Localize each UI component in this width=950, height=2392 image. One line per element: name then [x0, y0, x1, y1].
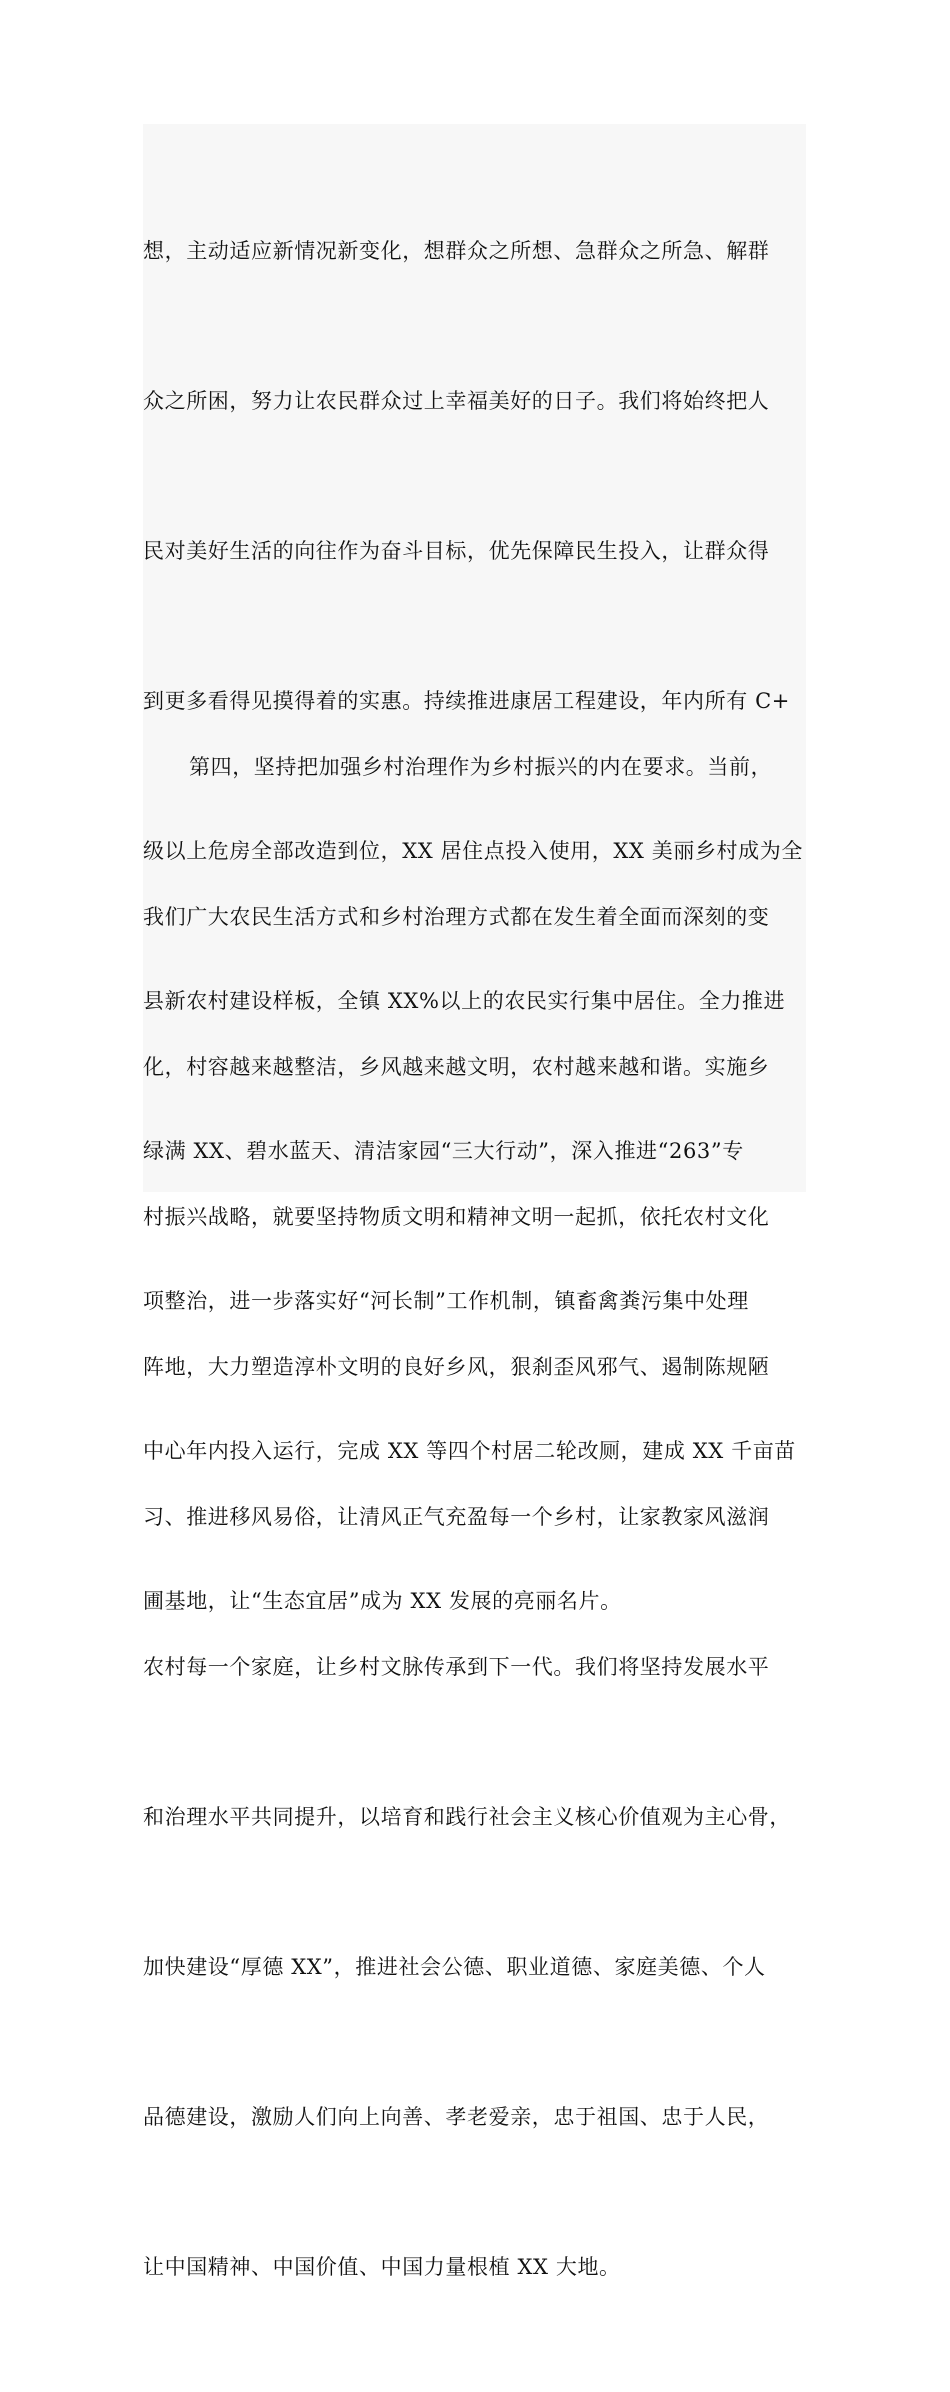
text-line: 级以上危房全部改造到位，XX 居住点投入使用，XX 美丽乡村成为全 — [143, 839, 803, 863]
text-line: 和治理水平共同提升，以培育和践行社会主义核心价值观为主心骨， — [143, 1805, 791, 1829]
text-line: 项整治，进一步落实好“河长制”工作机制，镇畜禽粪污集中处理 — [143, 1289, 749, 1313]
text-line: 加快建设“厚德 XX”，推进社会公德、职业道德、家庭美德、个人 — [143, 1955, 766, 1979]
text-line: 品德建设，激励人们向上向善、孝老爱亲，忠于祖国、忠于人民， — [143, 2105, 770, 2129]
text-line: 民对美好生活的向往作为奋斗目标，优先保障民生投入，让群众得 — [143, 539, 770, 563]
text-line: 化，村容越来越整洁，乡风越来越文明，农村越来越和谐。实施乡 — [143, 1055, 770, 1079]
paragraph-2 — [143, 642, 806, 2392]
text-line: 村振兴战略，就要坚持物质文明和精神文明一起抓，依托农村文化 — [143, 1205, 770, 1229]
text-line: 我们广大农民生活方式和乡村治理方式都在发生着全面而深刻的变 — [143, 905, 770, 929]
text-line: 想，主动适应新情况新变化，想群众之所想、急群众之所急、解群 — [143, 239, 770, 263]
text-line: 圃基地，让“生态宜居”成为 XX 发展的亮丽名片。 — [143, 1589, 622, 1613]
text-line: 众之所困，努力让农民群众过上幸福美好的日子。我们将始终把人 — [143, 389, 770, 413]
text-line: 习、推进移风易俗，让清风正气充盈每一个乡村，让家教家风滋润 — [143, 1505, 770, 1529]
text-line: 让中国精神、中国价值、中国力量根植 XX 大地。 — [143, 2255, 621, 2279]
text-line: 县新农村建设样板，全镇 XX%以上的农民实行集中居住。全力推进 — [143, 989, 786, 1013]
text-block — [143, 124, 806, 2279]
text-line: 绿满 XX、碧水蓝天、清洁家园“三大行动”，深入推进“263”专 — [143, 1139, 744, 1163]
text-line: 中心年内投入运行，完成 XX 等四个村居二轮改厕，建成 XX 千亩苗 — [143, 1439, 796, 1463]
text-line: 阵地，大力塑造淳朴文明的良好乡风，狠刹歪风邪气、遏制陈规陋 — [143, 1355, 770, 1379]
text-line: 到更多看得见摸得着的实惠。持续推进康居工程建设，年内所有 C+ — [143, 689, 790, 713]
text-line: 第四，坚持把加强乡村治理作为乡村振兴的内在要求。当前， — [189, 755, 773, 779]
text-line: 农村每一个家庭，让乡村文脉传承到下一代。我们将坚持发展水平 — [143, 1655, 770, 1679]
